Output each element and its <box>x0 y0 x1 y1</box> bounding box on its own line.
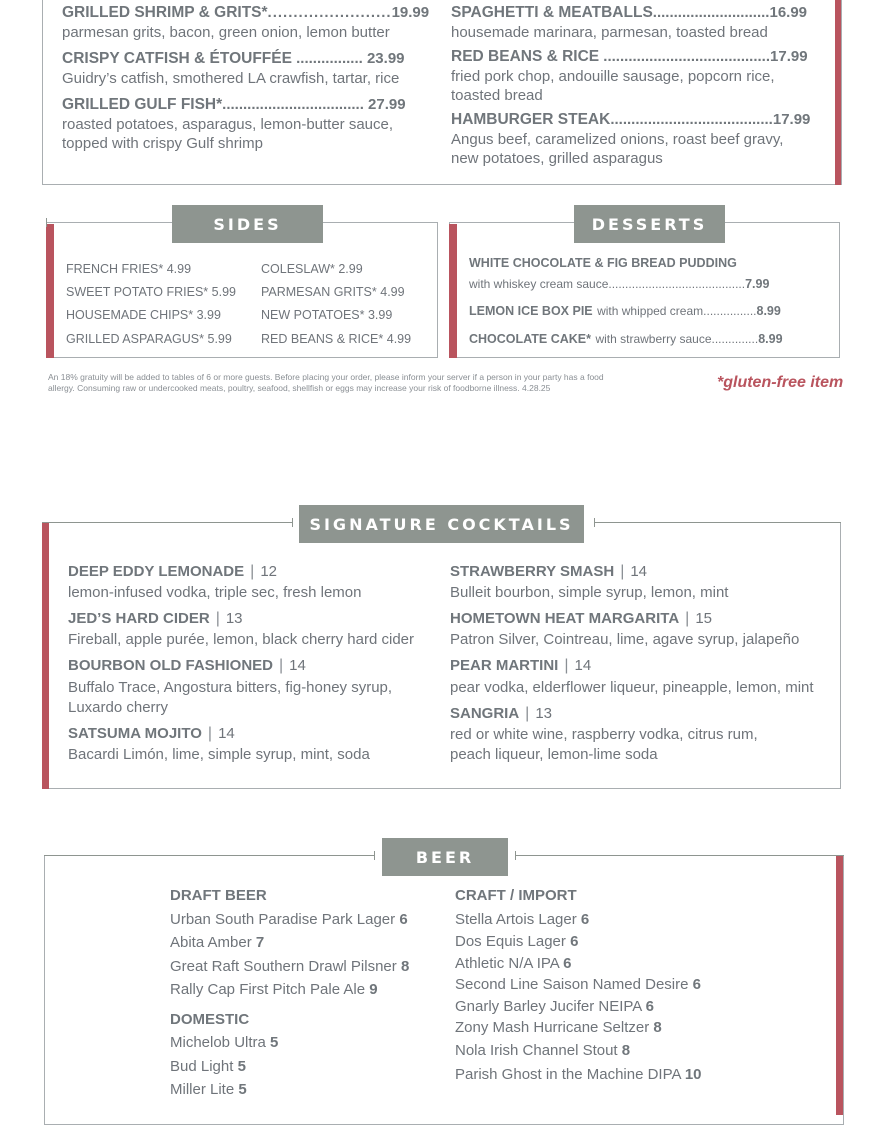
entree-item: HAMBURGER STEAK.......................................17.99 <box>451 111 811 128</box>
allergy-notice: An 18% gratuity will be added to tables of 6 or more guests. Before placing your order, please inform your server if a person in your party has a food allergy. Consuming raw or undercooked meats, poultry, seafood, shellfish or eggs may increase your risk of foodborne illness. 4.28.25 <box>48 372 604 393</box>
sides-header-tick <box>46 218 47 227</box>
cocktail-desc: peach liqueur, lemon-lime soda <box>450 746 658 763</box>
beer-item: Stella Artois Lager 6 <box>455 911 590 928</box>
entree-desc: new potatoes, grilled asparagus <box>451 150 663 167</box>
beer-rule-right <box>515 855 844 856</box>
cocktail-desc: red or white wine, raspberry vodka, citrus rum, <box>450 726 758 743</box>
entree-name: GRILLED SHRIMP & GRITS* <box>62 4 268 21</box>
entree-desc: Guidry’s catfish, smothered LA crawfish, tartar, rice <box>62 70 400 87</box>
entree-price: 17.99 <box>770 48 808 65</box>
entree-desc: Angus beef, caramelized onions, roast beef gravy, <box>451 131 784 148</box>
sides-accent-bar <box>46 224 54 358</box>
cocktail-desc: Luxardo cherry <box>68 699 169 716</box>
domestic-heading: DOMESTIC <box>170 1011 250 1028</box>
cocktails-tick-left <box>292 518 293 527</box>
beer-item: Miller Lite 5 <box>170 1081 247 1098</box>
beer-item: Michelob Ultra 5 <box>170 1034 279 1051</box>
beer-item: Dos Equis Lager 6 <box>455 933 579 950</box>
dessert-name: LEMON ICE BOX PIE <box>469 304 593 318</box>
dessert-desc: with whipped cream <box>597 304 704 318</box>
cocktail-item: SATSUMA MOJITO | 14 <box>68 725 235 742</box>
entree-name: RED BEANS & RICE <box>451 48 600 65</box>
beer-tick-right <box>515 851 516 860</box>
entree-desc: fried pork chop, andouille sausage, popcorn rice, <box>451 68 775 85</box>
cocktails-header: SIGNATURE COCKTAILS <box>299 505 584 543</box>
entree-name: SPAGHETTI & MEATBALLS <box>451 4 653 21</box>
side-item: NEW POTATOES* 3.99 <box>261 308 393 322</box>
cocktail-item: PEAR MARTINI | 14 <box>450 657 592 674</box>
entree-name: HAMBURGER STEAK <box>451 111 611 128</box>
cocktails-rule-left <box>42 522 292 523</box>
beer-item: Parish Ghost in the Machine DIPA 10 <box>455 1066 702 1083</box>
entree-desc: housemade marinara, parmesan, toasted bread <box>451 24 768 41</box>
beer-item: Zony Mash Hurricane Seltzer 8 <box>455 1019 662 1036</box>
entree-desc: topped with crispy Gulf shrimp <box>62 135 263 152</box>
entrees-accent-bar <box>835 0 841 185</box>
entree-name: CRISPY CATFISH & ÉTOUFFÉE <box>62 50 292 67</box>
cocktail-desc: Buffalo Trace, Angostura bitters, fig-honey syrup, <box>68 679 393 696</box>
craft-import-heading: CRAFT / IMPORT <box>455 887 577 904</box>
cocktail-item: STRAWBERRY SMASH | 14 <box>450 563 648 580</box>
dessert-desc: with strawberry sauce <box>595 332 712 346</box>
cocktail-desc: pear vodka, elderflower liqueur, pineapple, lemon, mint <box>450 679 814 696</box>
desserts-header: DESSERTS <box>574 205 725 243</box>
cocktail-item: SANGRIA | 13 <box>450 705 553 722</box>
cocktail-item: HOMETOWN HEAT MARGARITA | 15 <box>450 610 712 627</box>
entree-item: SPAGHETTI & MEATBALLS............................16.99 <box>451 4 808 21</box>
cocktail-desc: Bacardi Limón, lime, simple syrup, mint, soda <box>68 746 370 763</box>
cocktail-item: BOURBON OLD FASHIONED | 14 <box>68 657 306 674</box>
entree-item: RED BEANS & RICE ........................................17.99 <box>451 48 808 65</box>
entree-desc: roasted potatoes, asparagus, lemon-butter sauce, <box>62 116 394 133</box>
side-item: FRENCH FRIES* 4.99 <box>66 262 192 276</box>
cocktails-tick-right <box>594 518 595 527</box>
cocktails-rule-right <box>594 522 841 523</box>
dessert-price: 7.99 <box>745 277 770 291</box>
entree-price: 17.99 <box>772 111 811 128</box>
entree-price: 23.99 <box>366 50 405 67</box>
entree-name: GRILLED GULF FISH* <box>62 96 223 113</box>
gluten-free-note: *gluten-free item <box>717 374 844 391</box>
entree-desc: toasted bread <box>451 87 543 104</box>
entree-price: 16.99 <box>769 4 808 21</box>
dessert-item: CHOCOLATE CAKE* with strawberry sauce..............8.99 <box>469 332 783 346</box>
dessert-desc: with whiskey cream sauce <box>469 277 609 291</box>
entree-price: 27.99 <box>368 96 406 113</box>
beer-item: Urban South Paradise Park Lager 6 <box>170 911 408 928</box>
beer-tick-left <box>374 851 375 860</box>
entree-item: GRILLED GULF FISH*.................................. 27.99 <box>62 96 406 113</box>
desserts-accent-bar <box>449 224 457 358</box>
beer-panel <box>44 855 844 1125</box>
entree-item: CRISPY CATFISH & ÉTOUFFÉE ................ 23.99 <box>62 50 405 67</box>
dessert-item: with whiskey cream sauce.........................................7.99 <box>469 277 770 291</box>
beer-item: Rally Cap First Pitch Pale Ale 9 <box>170 981 378 998</box>
cocktail-item: DEEP EDDY LEMONADE | 12 <box>68 563 277 580</box>
cocktail-item: JED’S HARD CIDER | 13 <box>68 610 243 627</box>
beer-rule-left <box>44 855 374 856</box>
side-item: HOUSEMADE CHIPS* 3.99 <box>66 308 221 322</box>
beer-accent-bar <box>836 855 843 1115</box>
beer-header: BEER <box>382 838 508 876</box>
entree-item: GRILLED SHRIMP & GRITS*........................19.99 <box>62 4 430 21</box>
cocktail-desc: Patron Silver, Cointreau, lime, agave syrup, jalapeño <box>450 631 800 648</box>
beer-item: Nola Irish Channel Stout 8 <box>455 1042 631 1059</box>
side-item: GRILLED ASPARAGUS* 5.99 <box>66 332 232 346</box>
dessert-item: LEMON ICE BOX PIE with whipped cream................8.99 <box>469 304 781 318</box>
cocktail-desc: Fireball, apple purée, lemon, black cherry hard cider <box>68 631 415 648</box>
dessert-name: WHITE CHOCOLATE & FIG BREAD PUDDING <box>469 256 737 270</box>
beer-item: Athletic N/A IPA 6 <box>455 955 572 972</box>
dessert-price: 8.99 <box>758 332 783 346</box>
cocktail-desc: lemon-infused vodka, triple sec, fresh lemon <box>68 584 362 601</box>
side-item: PARMESAN GRITS* 4.99 <box>261 285 405 299</box>
cocktails-accent-bar <box>42 522 49 789</box>
beer-item: Bud Light 5 <box>170 1058 246 1075</box>
dessert-name: CHOCOLATE CAKE* <box>469 332 591 346</box>
dessert-price: 8.99 <box>756 304 781 318</box>
cocktail-desc: Bulleit bourbon, simple syrup, lemon, mint <box>450 584 729 601</box>
beer-item: Second Line Saison Named Desire 6 <box>455 976 701 993</box>
beer-item: Abita Amber 7 <box>170 934 265 951</box>
entree-price: 19.99 <box>391 4 430 21</box>
sides-header: SIDES <box>172 205 323 243</box>
entree-desc: parmesan grits, bacon, green onion, lemon butter <box>62 24 390 41</box>
beer-item: Gnarly Barley Jucifer NEIPA 6 <box>455 998 654 1015</box>
beer-item: Great Raft Southern Drawl Pilsner 8 <box>170 958 410 975</box>
side-item: COLESLAW* 2.99 <box>261 262 363 276</box>
draft-beer-heading: DRAFT BEER <box>170 887 267 904</box>
side-item: SWEET POTATO FRIES* 5.99 <box>66 285 236 299</box>
side-item: RED BEANS & RICE* 4.99 <box>261 332 412 346</box>
